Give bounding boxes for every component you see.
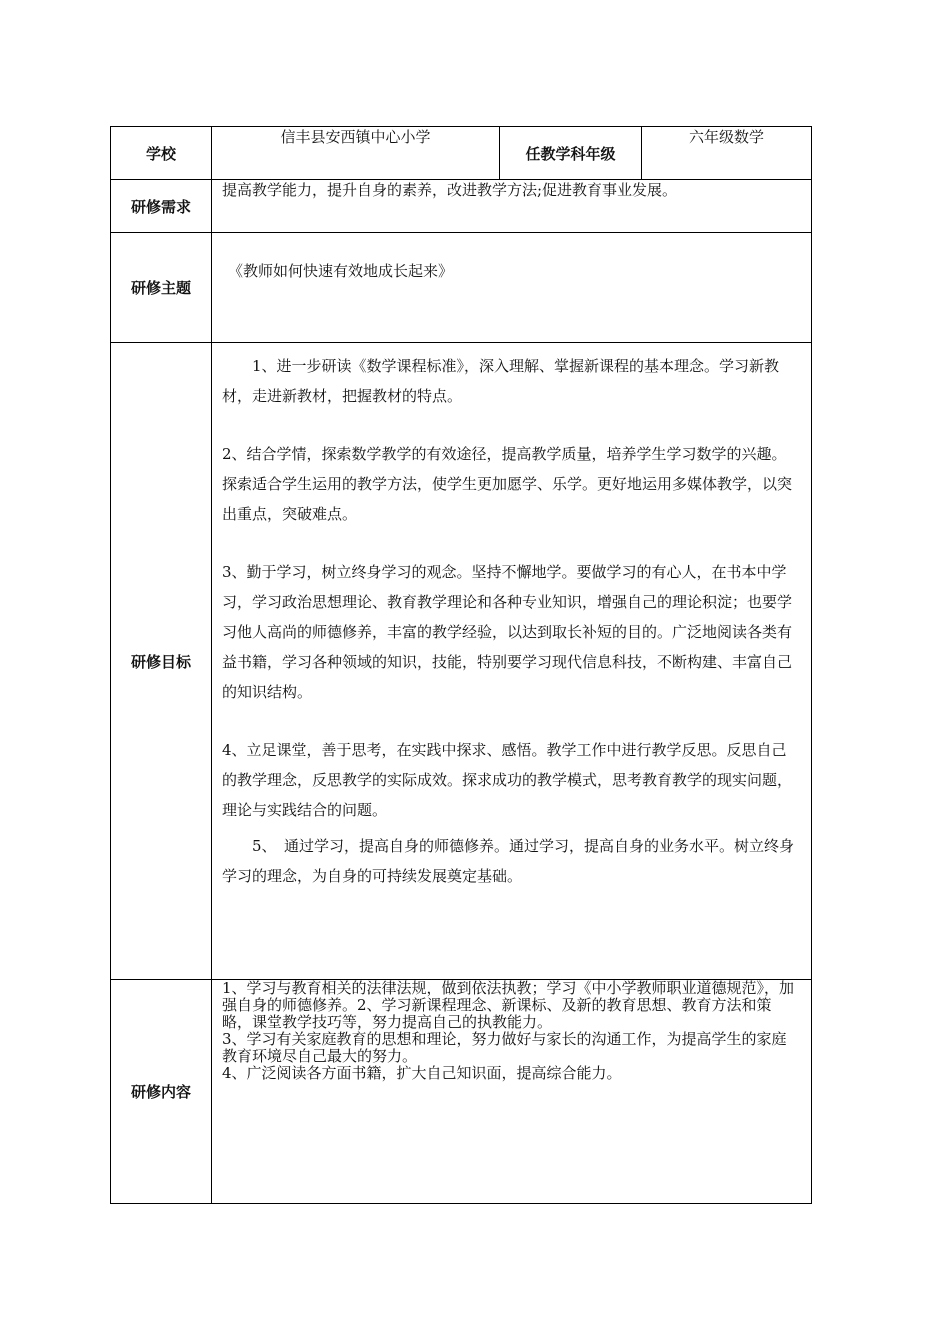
goal-item: 5、 通过学习，提高自身的师德修养。通过学习，提高自身的业务水平。树立终身学习的理念，为自身的可持续发展奠定基础。 [222,837,795,885]
goal-item: 3、勤于学习，树立终身学习的观念。坚持不懈地学。要做学习的有心人，在书本中学习，学习政治思想理论、教育教学理论和各种专业知识，增强自己的理论积淀；也要学习他人高尚的师德修养，丰富的教学经验，以达到取长补短的目的。广泛地阅读各类有益书籍，学习各种领域的知识，技能，特别要学习现代信息科技，不断构建、丰富自己的知识结构。 [222,563,793,701]
school-value: 信丰县安西镇中心小学 [212,127,500,180]
content-label: 研修内容 [111,980,212,1204]
needs-value: 提高教学能力，提升自身的素养，改进教学方法;促进教育事业发展。 [212,180,812,233]
theme-label: 研修主题 [111,233,212,343]
content-item: 3、学习有关家庭教育的思想和理论，努力做好与家长的沟通工作，为提高学生的家庭教育环境尽自己最大的努力。 [222,1030,787,1065]
needs-row [111,180,812,233]
theme-value: 《教师如何快速有效地成长起来》 [212,233,812,343]
subject-grade-value: 六年级数学 [642,127,812,180]
needs-label: 研修需求 [111,180,212,233]
content-row [111,980,812,1204]
goals-cell [212,343,812,980]
goals-label: 研修目标 [111,343,212,980]
goal-item: 2、结合学情，探索数学教学的有效途径，提高教学质量，培养学生学习数学的兴趣。探索适合学生运用的教学方法，使学生更加愿学、乐学。更好地运用多媒体教学，以突出重点，突破难点。 [222,445,793,523]
goals-row [111,343,812,980]
school-label: 学校 [111,127,212,180]
school-row [111,127,812,180]
goal-item: 4、立足课堂，善于思考，在实践中探求、感悟。教学工作中进行教学反思。反思自己的教学理念，反思教学的实际成效。探求成功的教学模式，思考教育教学的现实问题，理论与实践结合的问题。 [222,741,793,819]
subject-grade-label: 任教学科年级 [500,127,642,180]
goal-item: 1、进一步研读《数学课程标准》，深入理解、掌握新课程的基本理念。学习新教材，走进新教材，把握教材的特点。 [222,357,780,405]
theme-row [111,233,812,343]
content-cell [212,980,812,1204]
content-item: 1、学习与教育相关的法律法规，做到依法执教；学习《中小学教师职业道德规范》，加强自身的师德修养。2、学习新课程理念、新课标、及新的教育思想、教育方法和策略，课堂教学技巧等，努力提高自己的执教能力。 [222,979,795,1031]
training-plan-table [110,126,812,1204]
content-item: 4、广泛阅读各方面书籍，扩大自己知识面，提高综合能力。 [222,1064,622,1082]
